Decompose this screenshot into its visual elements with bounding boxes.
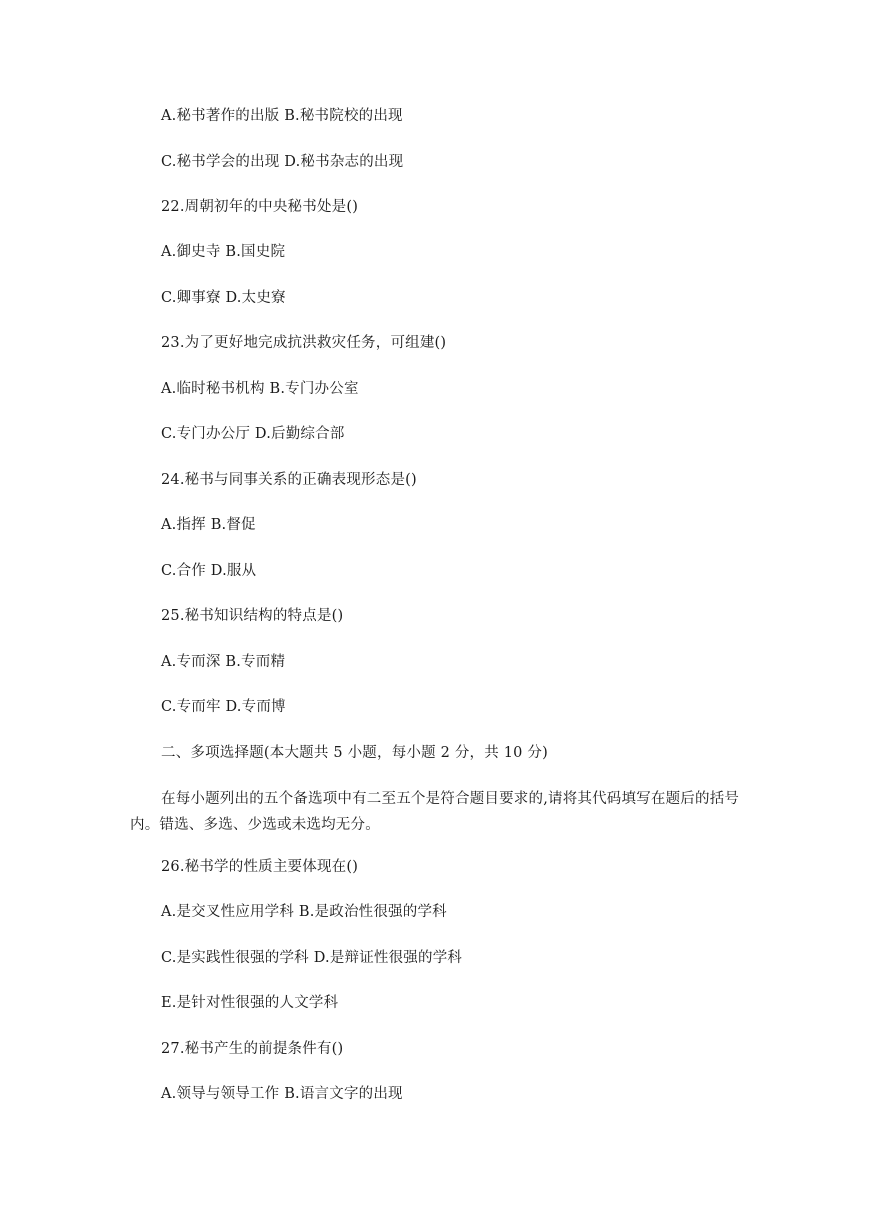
question-26: 26.秘书学的性质主要体现在() xyxy=(161,859,359,875)
section-instruction: 在每小题列出的五个备选项中有二至五个是符合题目要求的,请将其代码填写在题后的括号内。错选、多选、少选或未选均无分。 xyxy=(130,791,740,833)
option-line: C.专门办公厅 D.后勤综合部 xyxy=(161,426,345,442)
question-25: 25.秘书知识结构的特点是() xyxy=(161,608,344,624)
question-23: 23.为了更好地完成抗洪救灾任务，可组建() xyxy=(161,335,447,351)
option-line: A.御史寺 B.国史院 xyxy=(161,244,286,260)
option-line: A.秘书著作的出版 B.秘书院校的出现 xyxy=(161,108,403,124)
option-line: C.秘书学会的出现 D.秘书杂志的出现 xyxy=(161,154,404,170)
option-line: C.合作 D.服从 xyxy=(161,563,257,579)
option-line: E.是针对性很强的人文学科 xyxy=(161,995,339,1011)
option-line: A.专而深 B.专而精 xyxy=(161,654,286,670)
option-line: C.专而牢 D.专而博 xyxy=(161,699,286,715)
option-line: C.是实践性很强的学科 D.是辩证性很强的学科 xyxy=(161,950,463,966)
option-line: A.领导与领导工作 B.语言文字的出现 xyxy=(161,1086,403,1102)
option-line: A.是交叉性应用学科 B.是政治性很强的学科 xyxy=(161,904,447,920)
question-24: 24.秘书与同事关系的正确表现形态是() xyxy=(161,472,417,488)
option-line: C.卿事寮 D.太史寮 xyxy=(161,290,286,306)
section-heading: 二、多项选择题(本大题共 5 小题，每小题 2 分，共 10 分) xyxy=(161,745,548,761)
question-27: 27.秘书产生的前提条件有() xyxy=(161,1041,344,1057)
option-line: A.指挥 B.督促 xyxy=(161,517,256,533)
question-22: 22.周朝初年的中央秘书处是() xyxy=(161,199,359,215)
option-line: A.临时秘书机构 B.专门办公室 xyxy=(161,381,359,397)
